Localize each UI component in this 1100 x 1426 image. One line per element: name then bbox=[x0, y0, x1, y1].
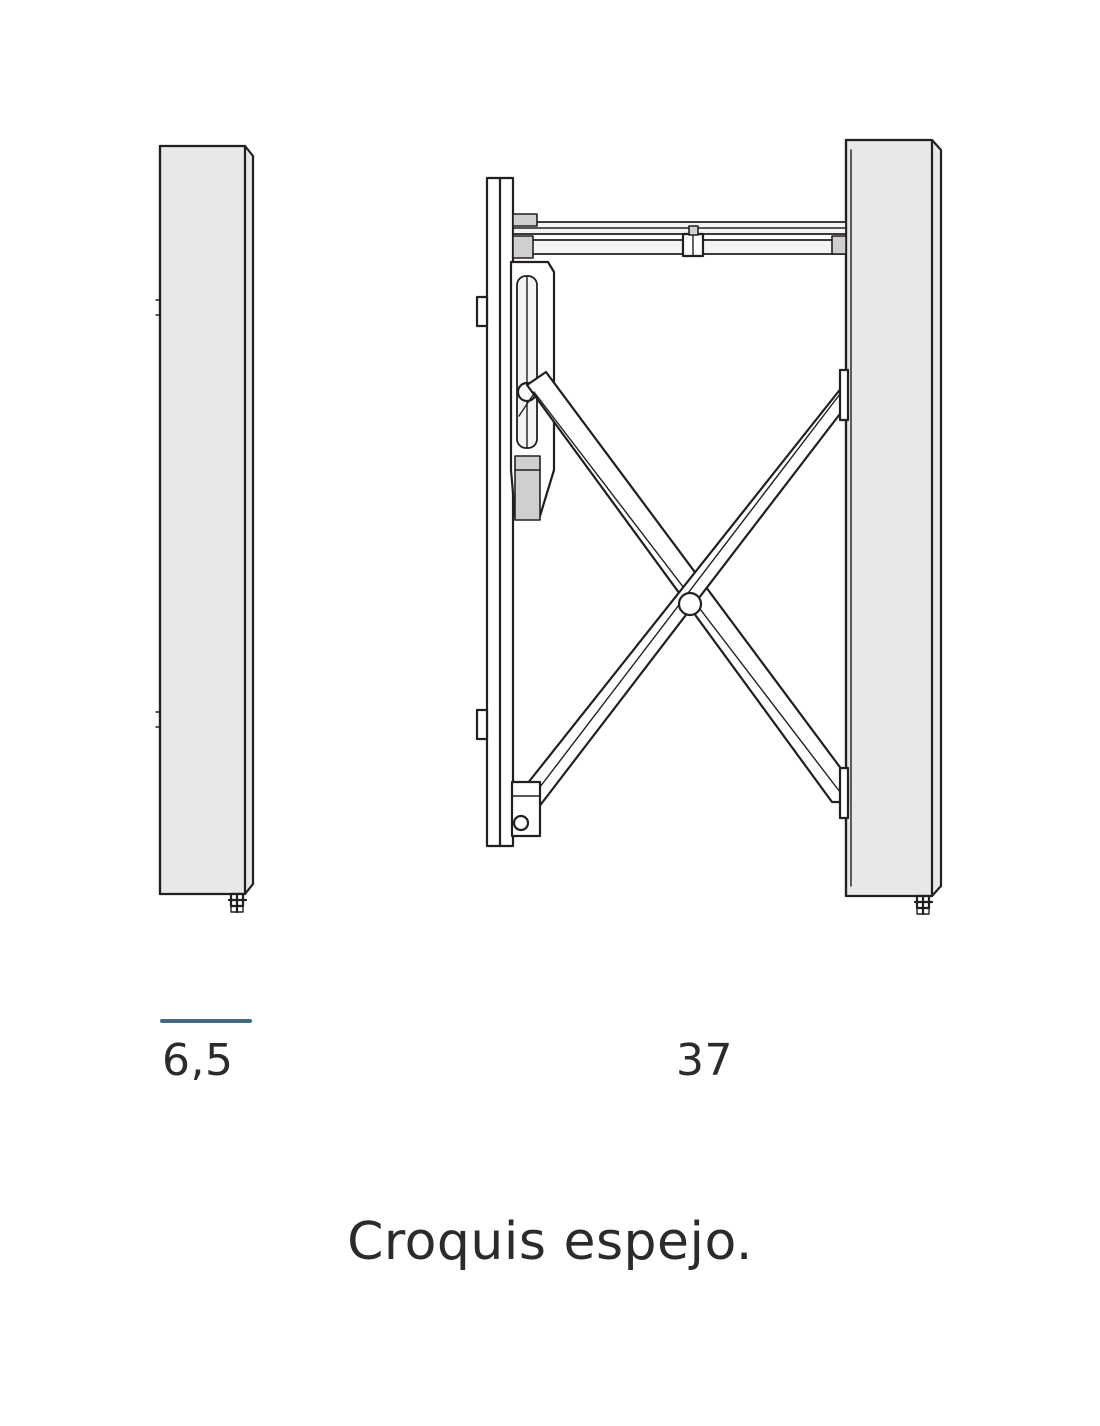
closed-view-bottom-bracket bbox=[229, 894, 246, 912]
wall-mount-plate bbox=[477, 178, 513, 846]
scissor-linkage bbox=[512, 370, 848, 836]
dimension-accent-rule bbox=[160, 1019, 252, 1023]
top-rail-assembly bbox=[513, 214, 846, 258]
open-mirror-side-view bbox=[477, 140, 941, 914]
drawing-caption: Croquis espejo. bbox=[347, 1212, 753, 1272]
dimension-label-depth-closed: 6,5 bbox=[162, 1035, 234, 1086]
mirror-panel-bottom-bracket bbox=[915, 896, 932, 914]
mirror-panel bbox=[846, 140, 941, 914]
dimension-label-depth-open: 37 bbox=[676, 1035, 733, 1086]
closed-mirror-side-view bbox=[156, 146, 253, 912]
